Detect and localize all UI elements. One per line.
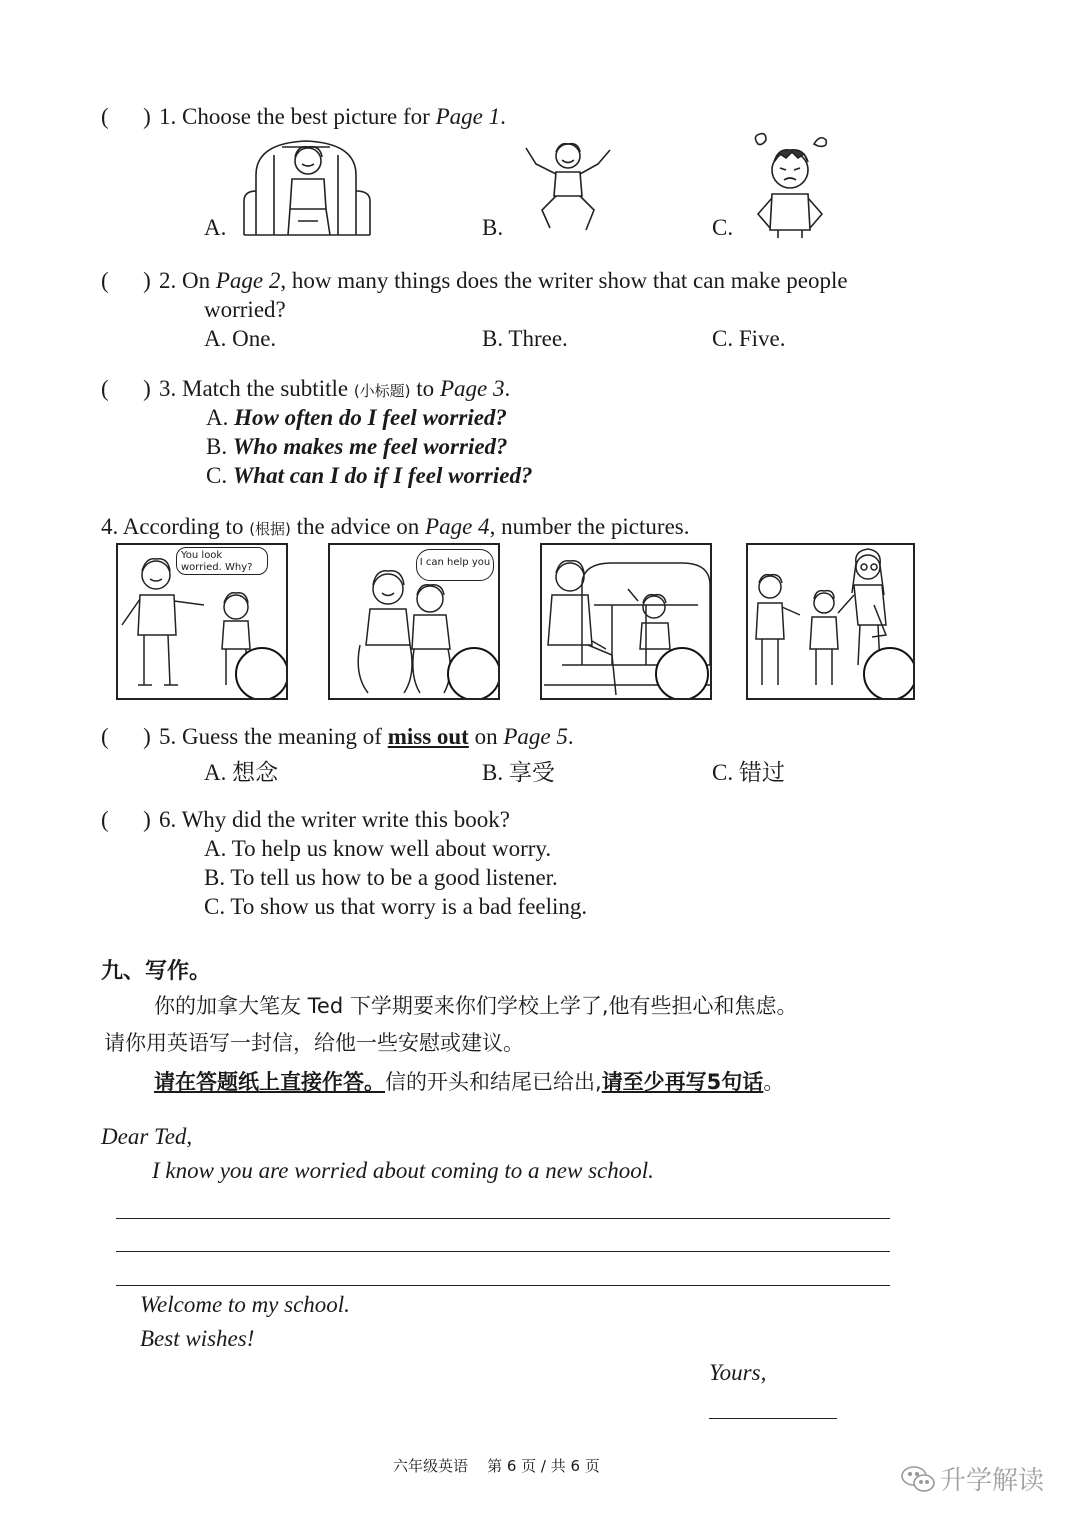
q1-option-c[interactable]: C. — [712, 215, 734, 240]
writing-line-2[interactable] — [116, 1251, 890, 1252]
number-circle-3[interactable] — [655, 647, 709, 700]
letter-closing-2: Best wishes! — [140, 1326, 255, 1351]
question-5: ( ) 5. Guess the meaning of miss out on Page 5. — [101, 724, 574, 749]
answer-blank[interactable]: ( ) — [101, 724, 151, 749]
writing-line-1[interactable] — [116, 1218, 890, 1219]
q2-option-a[interactable]: A. One. — [204, 326, 277, 351]
speech-bubble: I can help you — [416, 549, 494, 581]
answer-blank[interactable]: ( ) — [101, 104, 151, 129]
q3-option-b[interactable]: B. Who makes me feel worried? — [206, 434, 508, 459]
q4-picture-3 — [540, 543, 712, 700]
watermark-text: 升学解读 — [940, 1466, 1045, 1496]
number-circle-1[interactable] — [235, 647, 288, 700]
letter-closing-1: Welcome to my school. — [140, 1292, 350, 1317]
q1-picture-a-boy-in-chair — [238, 135, 376, 241]
writing-line-3[interactable] — [116, 1285, 890, 1286]
question-3: ( ) 3. Match the subtitle (小标题) to Page 3. — [101, 376, 511, 401]
q1-option-b[interactable]: B. — [482, 215, 504, 240]
q1-page-ref: Page 1 — [435, 104, 501, 129]
question-1: ( ) 1. Choose the best picture for Page 1. — [101, 104, 506, 129]
q2-option-c[interactable]: C. Five. — [712, 326, 786, 351]
writing-para-1: 你的加拿大笔友 Ted 下学期要来你们学校上学了,他有些担心和焦虑。 — [154, 994, 798, 1018]
answer-blank[interactable]: ( ) — [101, 376, 151, 401]
writing-heading: 九、写作。 — [101, 959, 212, 984]
q1-text: Choose the best picture for — [182, 104, 430, 129]
q1-picture-c-angry-boy — [748, 132, 832, 240]
letter-opening: I know you are worried about coming to a new school. — [152, 1158, 654, 1183]
q6-option-a[interactable]: A. To help us know well about worry. — [204, 836, 552, 861]
number-circle-4[interactable] — [863, 647, 915, 700]
writing-para-2: 请你用英语写一封信，给他一些安慰或建议。 — [104, 1031, 524, 1055]
target-phrase: miss out — [387, 724, 469, 749]
q2-option-b[interactable]: B. Three. — [482, 326, 568, 351]
q4-picture-4 — [746, 543, 915, 700]
writing-instructions: 请在答题纸上直接作答。信的开头和结尾已给出,请至少再写5句话。 — [154, 1070, 785, 1094]
page-footer: 六年级英语 第 6 页 / 共 6 页 — [393, 1457, 600, 1475]
q3-option-c[interactable]: C. What can I do if I feel worried? — [206, 463, 533, 488]
q5-option-a[interactable]: A. 想念 — [204, 760, 279, 785]
question-4: 4. According to (根据) the advice on Page 4, number the pictures. — [101, 514, 690, 539]
q2-text-continued: worried? — [204, 297, 286, 322]
question-2: ( ) 2. On Page 2, how many things does the writer show that can make people — [101, 268, 848, 293]
speech-bubble: You look worried. Why? — [176, 547, 268, 575]
q6-option-c[interactable]: C. To show us that worry is a bad feeling. — [204, 894, 588, 919]
question-6: ( ) 6. Why did the writer write this book? — [101, 807, 510, 832]
letter-greeting: Dear Ted, — [101, 1124, 193, 1149]
q1-option-a[interactable]: A. — [204, 215, 227, 240]
q5-option-c[interactable]: C. 错过 — [712, 760, 785, 785]
q4-picture-1 — [116, 543, 288, 700]
q5-option-b[interactable]: B. 享受 — [482, 760, 555, 785]
answer-blank[interactable]: ( ) — [101, 268, 151, 293]
watermark — [900, 1460, 1044, 1497]
q4-picture-2 — [328, 543, 500, 700]
q6-option-b[interactable]: B. To tell us how to be a good listener. — [204, 865, 558, 890]
q3-option-a[interactable]: A. How often do I feel worried? — [206, 405, 507, 430]
q1-picture-b-jumping-boy — [518, 138, 616, 234]
signature-line[interactable] — [709, 1418, 837, 1419]
q1-number: 1. — [159, 104, 177, 129]
answer-blank[interactable]: ( ) — [101, 807, 151, 832]
wechat-icon — [900, 1464, 936, 1494]
number-circle-2[interactable] — [447, 647, 500, 700]
letter-signoff: Yours, — [709, 1360, 767, 1385]
